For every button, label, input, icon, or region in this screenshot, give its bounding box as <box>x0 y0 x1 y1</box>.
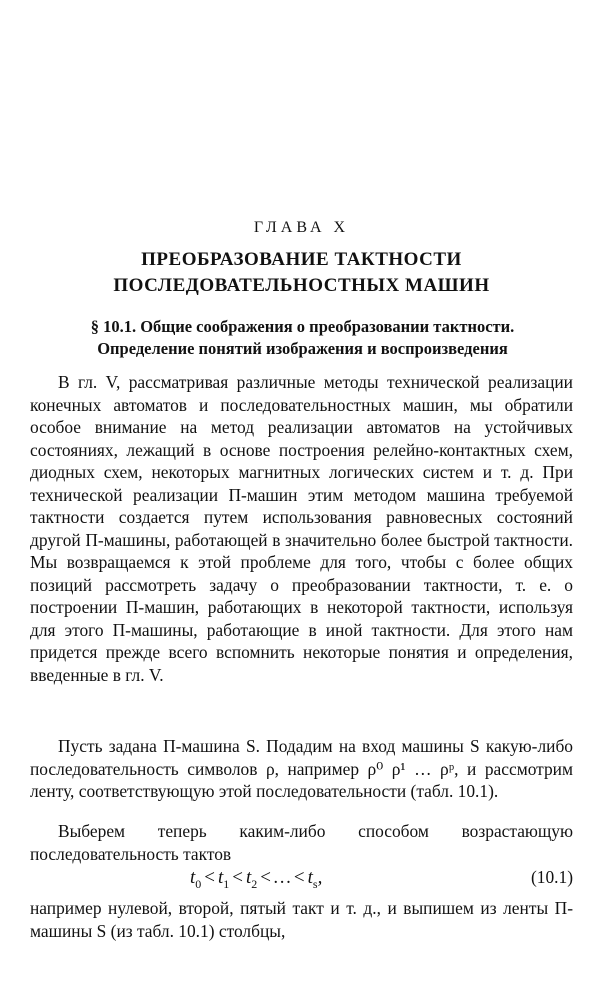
paragraph-4-text: например нулевой, второй, пятый такт и т. д., и выпишем из ленты П-машины S (из табл. 10.1) столбцы, <box>30 898 573 941</box>
paragraph-1-text: В гл. V, рассматривая различные методы технической реализации конечных автоматов и последовательностных машин, мы обратили особое внимание на метод реализации автоматов на устойчивых состояниях, лежащий в основе построения релейно-контактных схем, диодных схем, некоторых магнитных логических систем и т. д. При технической реализации П-машин этим методом машина требуемой тактности создается путем использования равновесных состояний другой П-машины, работающей в значительно более быстрой тактности. Мы возвращаемся к этой проблеме для того, чтобы с более общих позиций рассмотреть задачу о преобразовании тактности, т. е. о построении П-машин, работающих в некоторой тактности, используя для этого П-машины, работающие в иной тактности. Для этого нам придется прежде всего вспомнить некоторые понятия и определения, введенные в гл. V. <box>30 372 573 685</box>
paragraph-3-text: Выберем теперь каким-либо способом возрастающую последовательность тактов <box>30 821 573 864</box>
formula-dots: … <box>274 867 291 888</box>
formula <box>190 867 322 892</box>
paragraph-1 <box>30 371 573 686</box>
formula-less-than-3: < <box>260 867 271 888</box>
chapter-title-line-2: ПОСЛЕДОВАТЕЛЬНОСТНЫХ МАШИН <box>113 275 490 296</box>
paragraph-4 <box>30 897 573 942</box>
formula-less-than-1: < <box>204 867 215 888</box>
section-heading-line-1: § 10.1. Общие соображения о преобразовании тактности. <box>90 317 515 336</box>
formula-sub-s: s <box>312 876 318 891</box>
formula-t2: t <box>246 867 252 888</box>
formula-less-than-4: < <box>293 867 305 888</box>
formula-t0: t <box>190 867 196 888</box>
formula-sub-0: 0 <box>195 876 202 891</box>
paragraph-3 <box>30 820 573 865</box>
formula-t1: t <box>218 867 224 888</box>
chapter-title <box>0 247 603 299</box>
section-heading-line-2: Определение понятий изображения и воспроизведения <box>97 339 508 358</box>
formula-less-than-2: < <box>232 867 243 888</box>
paragraph-2-text: Пусть задана П-машина S. Подадим на вход машины S какую-либо последовательность символов ρ, например ρ⁰ ρ¹ … ρᵖ, и рассмотрим ленту, соответствующую этой последовательности (табл. 10.1). <box>30 736 573 801</box>
chapter-label: ГЛАВА X <box>253 219 350 236</box>
formula-comma: , <box>317 867 323 888</box>
formula-sub-2: 2 <box>251 876 258 891</box>
equation-number: (10.1) <box>530 867 573 887</box>
paragraph-2 <box>30 735 573 803</box>
chapter-title-line-1: ПРЕОБРАЗОВАНИЕ ТАКТНОСТИ <box>141 249 462 270</box>
formula-sub-1: 1 <box>223 876 230 891</box>
equation-10-1 <box>30 867 573 893</box>
formula-ts: t <box>307 867 313 888</box>
section-heading <box>30 316 575 360</box>
